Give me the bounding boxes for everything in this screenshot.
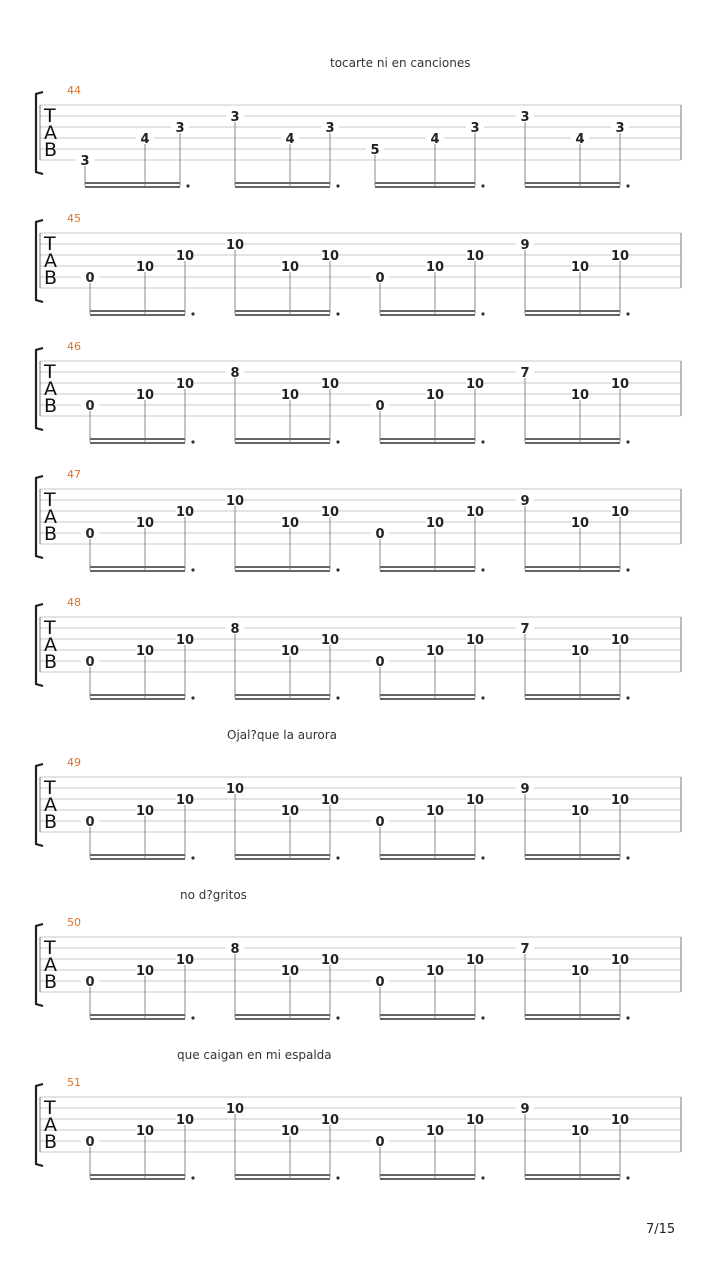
tab-clef-letter: A <box>44 954 57 976</box>
fret-number: 10 <box>465 1113 485 1128</box>
dotted-rhythm <box>481 1176 484 1179</box>
tab-system-45 <box>0 212 720 356</box>
tab-clef-letter: T <box>44 1097 56 1119</box>
measure-number: 51 <box>67 1076 81 1089</box>
tab-system-49 <box>0 756 720 900</box>
tab-clef-letter: T <box>44 617 56 639</box>
tab-staff-svg <box>0 84 720 228</box>
fret-number: 0 <box>85 527 95 542</box>
fret-number: 10 <box>320 505 340 520</box>
fret-number: 10 <box>280 516 300 531</box>
dotted-rhythm <box>336 696 339 699</box>
dotted-rhythm <box>626 856 629 859</box>
measure-number: 48 <box>67 596 81 609</box>
fret-number: 10 <box>320 377 340 392</box>
fret-number: 10 <box>280 804 300 819</box>
fret-number: 0 <box>85 271 95 286</box>
fret-number: 10 <box>465 377 485 392</box>
fret-number: 10 <box>610 1113 630 1128</box>
tab-system-47 <box>0 468 720 612</box>
tab-clef-letter: T <box>44 489 56 511</box>
fret-number: 0 <box>375 815 385 830</box>
fret-number: 10 <box>320 1113 340 1128</box>
fret-number: 9 <box>520 782 530 797</box>
fret-number: 8 <box>230 622 240 637</box>
tab-clef-letter: T <box>44 233 56 255</box>
lyric-line: tocarte ni en canciones <box>330 56 471 70</box>
measure-number: 46 <box>67 340 81 353</box>
measure-number: 45 <box>67 212 81 225</box>
measure-number: 47 <box>67 468 81 481</box>
fret-number: 3 <box>230 110 240 125</box>
fret-number: 10 <box>135 644 155 659</box>
fret-number: 10 <box>610 793 630 808</box>
dotted-rhythm <box>481 856 484 859</box>
tab-staff-svg <box>0 212 720 356</box>
measure-number: 49 <box>67 756 81 769</box>
fret-number: 10 <box>570 388 590 403</box>
dotted-rhythm <box>336 1176 339 1179</box>
fret-number: 10 <box>465 793 485 808</box>
fret-number: 10 <box>135 804 155 819</box>
dotted-rhythm <box>481 184 484 187</box>
tab-system-50 <box>0 916 720 1060</box>
fret-number: 10 <box>610 505 630 520</box>
fret-number: 10 <box>135 516 155 531</box>
dotted-rhythm <box>191 1016 194 1019</box>
tab-system-48 <box>0 596 720 740</box>
tab-clef-letter: B <box>44 651 58 673</box>
dotted-rhythm <box>481 568 484 571</box>
tab-clef-letter: T <box>44 937 56 959</box>
fret-number: 5 <box>370 143 380 158</box>
fret-number: 10 <box>570 804 590 819</box>
fret-number: 0 <box>375 975 385 990</box>
fret-number: 10 <box>280 964 300 979</box>
fret-number: 8 <box>230 942 240 957</box>
fret-number: 9 <box>520 1102 530 1117</box>
fret-number: 0 <box>375 1135 385 1150</box>
dotted-rhythm <box>336 856 339 859</box>
fret-number: 10 <box>280 644 300 659</box>
tab-clef-letter: B <box>44 811 58 833</box>
fret-number: 10 <box>225 494 245 509</box>
dotted-rhythm <box>191 696 194 699</box>
tab-clef-letter: A <box>44 122 57 144</box>
fret-number: 10 <box>280 1124 300 1139</box>
fret-number: 10 <box>135 388 155 403</box>
fret-number: 10 <box>225 1102 245 1117</box>
fret-number: 10 <box>465 249 485 264</box>
fret-number: 10 <box>320 793 340 808</box>
page-number: 7/15 <box>646 1222 676 1237</box>
dotted-rhythm <box>191 1176 194 1179</box>
tab-staff-svg <box>0 340 720 484</box>
fret-number: 7 <box>520 622 530 637</box>
fret-number: 10 <box>465 953 485 968</box>
fret-number: 10 <box>610 633 630 648</box>
fret-number: 4 <box>140 132 150 147</box>
fret-number: 0 <box>375 655 385 670</box>
tab-staff-svg <box>0 468 720 612</box>
tab-clef-letter: B <box>44 395 58 417</box>
fret-number: 7 <box>520 366 530 381</box>
dotted-rhythm <box>336 312 339 315</box>
fret-number: 9 <box>520 494 530 509</box>
tab-system-44 <box>0 84 720 228</box>
fret-number: 10 <box>425 964 445 979</box>
fret-number: 10 <box>320 633 340 648</box>
lyric-line: Ojal?que la aurora <box>227 728 338 742</box>
tab-clef-letter: A <box>44 794 57 816</box>
fret-number: 10 <box>570 644 590 659</box>
fret-number: 10 <box>135 260 155 275</box>
fret-number: 10 <box>610 377 630 392</box>
dotted-rhythm <box>191 312 194 315</box>
tab-staff-svg <box>0 916 720 1060</box>
fret-number: 10 <box>320 249 340 264</box>
fret-number: 4 <box>430 132 440 147</box>
fret-number: 10 <box>465 633 485 648</box>
tab-clef-letter: A <box>44 250 57 272</box>
lyric-line: no d?gritos <box>180 888 247 902</box>
fret-number: 10 <box>175 377 195 392</box>
fret-number: 10 <box>570 260 590 275</box>
fret-number: 10 <box>570 1124 590 1139</box>
fret-number: 10 <box>425 260 445 275</box>
fret-number: 0 <box>85 815 95 830</box>
fret-number: 0 <box>375 271 385 286</box>
dotted-rhythm <box>336 440 339 443</box>
lyric-line: que caigan en mi espalda <box>177 1048 332 1062</box>
fret-number: 10 <box>425 644 445 659</box>
fret-number: 10 <box>135 964 155 979</box>
fret-number: 10 <box>175 1113 195 1128</box>
fret-number: 10 <box>610 249 630 264</box>
tab-clef-letter: B <box>44 523 58 545</box>
tab-clef-letter: T <box>44 105 56 127</box>
dotted-rhythm <box>336 184 339 187</box>
tab-clef-letter: B <box>44 267 58 289</box>
dotted-rhythm <box>336 1016 339 1019</box>
fret-number: 10 <box>280 260 300 275</box>
fret-number: 0 <box>85 1135 95 1150</box>
dotted-rhythm <box>626 568 629 571</box>
dotted-rhythm <box>481 440 484 443</box>
dotted-rhythm <box>626 1176 629 1179</box>
tab-clef-letter: B <box>44 971 58 993</box>
fret-number: 10 <box>610 953 630 968</box>
tab-system-46 <box>0 340 720 484</box>
fret-number: 0 <box>85 399 95 414</box>
tab-clef-letter: B <box>44 139 58 161</box>
dotted-rhythm <box>191 856 194 859</box>
tab-staff-svg <box>0 756 720 900</box>
tab-clef-letter: A <box>44 1114 57 1136</box>
measure-number: 50 <box>67 916 81 929</box>
tab-clef-letter: A <box>44 378 57 400</box>
fret-number: 3 <box>470 121 480 136</box>
tab-system-51 <box>0 1076 720 1220</box>
fret-number: 3 <box>520 110 530 125</box>
fret-number: 10 <box>175 505 195 520</box>
fret-number: 10 <box>135 1124 155 1139</box>
dotted-rhythm <box>626 1016 629 1019</box>
fret-number: 4 <box>575 132 585 147</box>
fret-number: 3 <box>615 121 625 136</box>
dotted-rhythm <box>481 696 484 699</box>
fret-number: 0 <box>85 655 95 670</box>
fret-number: 3 <box>325 121 335 136</box>
dotted-rhythm <box>626 696 629 699</box>
dotted-rhythm <box>336 568 339 571</box>
fret-number: 7 <box>520 942 530 957</box>
dotted-rhythm <box>481 312 484 315</box>
fret-number: 10 <box>175 633 195 648</box>
tab-staff-svg <box>0 1076 720 1220</box>
dotted-rhythm <box>191 440 194 443</box>
fret-number: 10 <box>225 782 245 797</box>
fret-number: 0 <box>375 399 385 414</box>
fret-number: 10 <box>570 516 590 531</box>
fret-number: 8 <box>230 366 240 381</box>
fret-number: 10 <box>465 505 485 520</box>
fret-number: 10 <box>425 516 445 531</box>
fret-number: 10 <box>425 388 445 403</box>
fret-number: 3 <box>175 121 185 136</box>
fret-number: 0 <box>375 527 385 542</box>
fret-number: 3 <box>80 154 90 169</box>
fret-number: 10 <box>225 238 245 253</box>
fret-number: 10 <box>570 964 590 979</box>
tab-clef-letter: T <box>44 777 56 799</box>
fret-number: 10 <box>425 1124 445 1139</box>
fret-number: 10 <box>175 793 195 808</box>
fret-number: 10 <box>175 953 195 968</box>
measure-number: 44 <box>67 84 81 97</box>
dotted-rhythm <box>626 184 629 187</box>
dotted-rhythm <box>626 440 629 443</box>
tab-clef-letter: B <box>44 1131 58 1153</box>
tab-staff-svg <box>0 596 720 740</box>
dotted-rhythm <box>481 1016 484 1019</box>
dotted-rhythm <box>191 568 194 571</box>
tab-clef-letter: A <box>44 634 57 656</box>
fret-number: 10 <box>280 388 300 403</box>
fret-number: 10 <box>320 953 340 968</box>
fret-number: 0 <box>85 975 95 990</box>
dotted-rhythm <box>186 184 189 187</box>
fret-number: 10 <box>175 249 195 264</box>
fret-number: 9 <box>520 238 530 253</box>
tab-clef-letter: T <box>44 361 56 383</box>
fret-number: 10 <box>425 804 445 819</box>
fret-number: 4 <box>285 132 295 147</box>
tab-clef-letter: A <box>44 506 57 528</box>
dotted-rhythm <box>626 312 629 315</box>
